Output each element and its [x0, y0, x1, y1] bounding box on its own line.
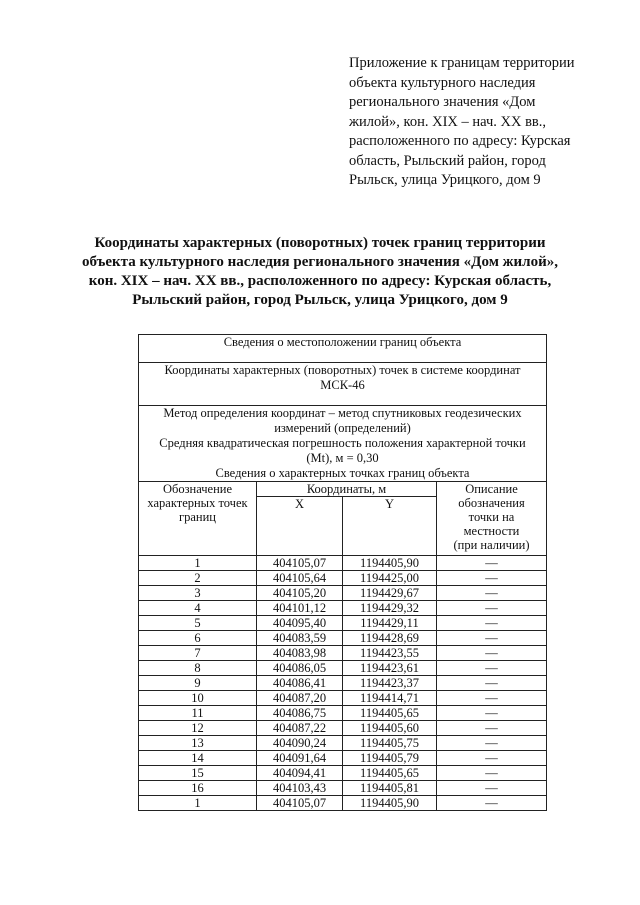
table-row	[139, 661, 547, 676]
document-title	[80, 234, 560, 310]
header-line: Описание	[465, 482, 518, 496]
description-cell: —	[437, 646, 547, 661]
x-coordinate-cell: 404083,59	[257, 631, 343, 646]
description-cell: —	[437, 631, 547, 646]
title-line: Рыльский район, город Рыльск, улица Урицкого, дом 9	[132, 292, 508, 308]
description-cell: —	[437, 766, 547, 781]
point-number-cell: 1	[139, 556, 257, 571]
y-coordinate-cell: 1194429,67	[343, 586, 437, 601]
y-coordinate-cell: 1194405,60	[343, 721, 437, 736]
point-number-cell: 5	[139, 616, 257, 631]
method-line: измерений (определений)	[274, 421, 411, 435]
table-row	[139, 616, 547, 631]
x-coordinate-cell: 404105,20	[257, 586, 343, 601]
appendix-line: регионального значения «Дом	[349, 94, 536, 110]
column-header-y: Y	[343, 497, 437, 556]
column-header-x: X	[257, 497, 343, 556]
x-coordinate-cell: 404101,12	[257, 601, 343, 616]
y-coordinate-cell: 1194405,90	[343, 796, 437, 811]
y-coordinate-cell: 1194405,90	[343, 556, 437, 571]
title-line: объекта культурного наследия регионального значения «Дом жилой»,	[82, 254, 558, 270]
point-number-cell: 6	[139, 631, 257, 646]
table-row	[139, 601, 547, 616]
header-line: Обозначение	[162, 482, 233, 496]
point-number-cell: 9	[139, 676, 257, 691]
title-line: кон. XIX – нач. XX вв., расположенного по адресу: Курская область,	[88, 273, 552, 289]
y-coordinate-cell: 1194414,71	[343, 691, 437, 706]
x-coordinate-cell: 404103,43	[257, 781, 343, 796]
x-coordinate-cell: 404086,05	[257, 661, 343, 676]
method-line: (Mt), м = 0,30	[306, 451, 379, 465]
description-cell: —	[437, 781, 547, 796]
y-coordinate-cell: 1194428,69	[343, 631, 437, 646]
appendix-line: объекта культурного наследия	[349, 74, 536, 91]
appendix-line: Приложение к границам территории	[349, 55, 575, 71]
point-number-cell: 8	[139, 661, 257, 676]
appendix-note	[349, 54, 587, 191]
table-row	[139, 571, 547, 586]
description-cell: —	[437, 796, 547, 811]
y-coordinate-cell: 1194425,00	[343, 571, 437, 586]
header-line: точки на	[468, 510, 515, 524]
x-coordinate-cell: 404105,64	[257, 571, 343, 586]
appendix-line: область, Рыльский район, город	[349, 152, 546, 169]
y-coordinate-cell: 1194423,61	[343, 661, 437, 676]
y-coordinate-cell: 1194429,11	[343, 616, 437, 631]
table-row	[139, 736, 547, 751]
table-row	[139, 751, 547, 766]
x-coordinate-cell: 404086,41	[257, 676, 343, 691]
description-cell: —	[437, 706, 547, 721]
section-location: Сведения о местоположении границ объекта	[139, 335, 547, 363]
point-number-cell: 12	[139, 721, 257, 736]
section-coordinate-system: Координаты характерных (поворотных) точек в системе координат МСК-46	[139, 363, 547, 406]
table-row	[139, 781, 547, 796]
x-coordinate-cell: 404083,98	[257, 646, 343, 661]
point-number-cell: 2	[139, 571, 257, 586]
x-coordinate-cell: 404105,07	[257, 796, 343, 811]
x-coordinate-cell: 404087,22	[257, 721, 343, 736]
point-number-cell: 11	[139, 706, 257, 721]
table-row	[139, 586, 547, 601]
x-coordinate-cell: 404095,40	[257, 616, 343, 631]
table-row	[139, 631, 547, 646]
header-line: (при наличии)	[453, 538, 530, 552]
y-coordinate-cell: 1194423,37	[343, 676, 437, 691]
y-coordinate-cell: 1194423,55	[343, 646, 437, 661]
y-coordinate-cell: 1194405,81	[343, 781, 437, 796]
table-row	[139, 676, 547, 691]
header-line: местности	[463, 524, 520, 538]
method-line: Средняя квадратическая погрешность положения характерной точки	[159, 436, 526, 450]
x-coordinate-cell: 404094,41	[257, 766, 343, 781]
point-number-cell: 4	[139, 601, 257, 616]
appendix-line: расположенного по адресу: Курская	[349, 133, 571, 149]
description-cell: —	[437, 586, 547, 601]
table-row	[139, 766, 547, 781]
y-coordinate-cell: 1194405,65	[343, 706, 437, 721]
x-coordinate-cell: 404091,64	[257, 751, 343, 766]
column-header-description	[437, 482, 547, 556]
point-number-cell: 1	[139, 796, 257, 811]
column-header-coordinates: Координаты, м	[257, 482, 437, 497]
y-coordinate-cell: 1194405,65	[343, 766, 437, 781]
table-row	[139, 796, 547, 811]
x-coordinate-cell: 404090,24	[257, 736, 343, 751]
header-line: обозначения	[458, 496, 525, 510]
description-cell: —	[437, 661, 547, 676]
appendix-line: жилой», кон. XIX – нач. XX вв.,	[349, 113, 547, 130]
point-number-cell: 15	[139, 766, 257, 781]
table-row	[139, 556, 547, 571]
point-number-cell: 14	[139, 751, 257, 766]
table-row	[139, 646, 547, 661]
description-cell: —	[437, 676, 547, 691]
x-coordinate-cell: 404086,75	[257, 706, 343, 721]
coordinates-table	[138, 334, 547, 811]
section-method	[139, 406, 547, 482]
description-cell: —	[437, 556, 547, 571]
header-line: характерных точек	[147, 496, 248, 510]
table-row	[139, 721, 547, 736]
description-cell: —	[437, 751, 547, 766]
point-number-cell: 3	[139, 586, 257, 601]
x-coordinate-cell: 404105,07	[257, 556, 343, 571]
description-cell: —	[437, 571, 547, 586]
x-coordinate-cell: 404087,20	[257, 691, 343, 706]
y-coordinate-cell: 1194405,75	[343, 736, 437, 751]
point-number-cell: 10	[139, 691, 257, 706]
description-cell: —	[437, 736, 547, 751]
title-line: Координаты характерных (поворотных) точек границ территории	[94, 235, 546, 251]
description-cell: —	[437, 616, 547, 631]
header-line: границ	[179, 510, 216, 524]
table-row	[139, 691, 547, 706]
method-line: Метод определения координат – метод спутниковых геодезических	[163, 406, 522, 420]
table-row	[139, 706, 547, 721]
column-header-point	[139, 482, 257, 556]
appendix-line: Рыльск, улица Урицкого, дом 9	[349, 172, 541, 188]
point-number-cell: 16	[139, 781, 257, 796]
y-coordinate-cell: 1194405,79	[343, 751, 437, 766]
description-cell: —	[437, 601, 547, 616]
y-coordinate-cell: 1194429,32	[343, 601, 437, 616]
point-number-cell: 7	[139, 646, 257, 661]
description-cell: —	[437, 691, 547, 706]
method-line: Сведения о характерных точках границ объекта	[215, 466, 470, 480]
description-cell: —	[437, 721, 547, 736]
point-number-cell: 13	[139, 736, 257, 751]
